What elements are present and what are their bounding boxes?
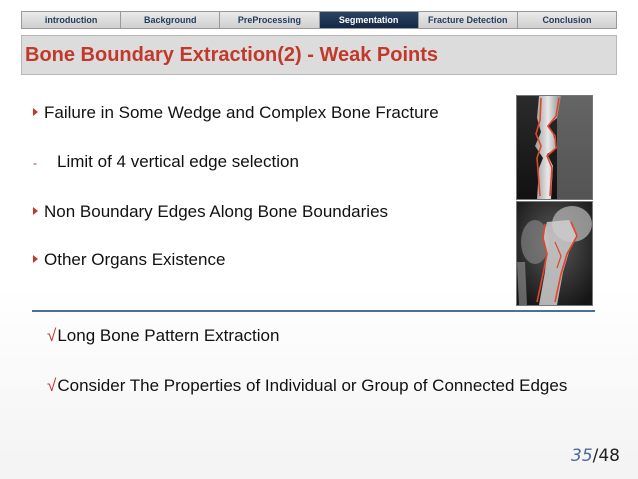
bullet-text: Other Organs Existence	[44, 250, 226, 269]
solution-text: Long Bone Pattern Extraction	[57, 326, 280, 345]
xray-femur-shaft-graphic	[517, 96, 592, 199]
bullet-text: Limit of 4 vertical edge selection	[57, 152, 299, 171]
slide-title-bar	[21, 35, 617, 75]
checkmark-icon: √	[47, 326, 57, 345]
bullet-item	[33, 103, 439, 123]
section-divider	[32, 310, 595, 312]
section-nav	[21, 11, 617, 29]
tab-fracture-detection[interactable]: Fracture Detection	[419, 12, 518, 28]
bullet-item	[33, 250, 225, 270]
bullet-text: Failure in Some Wedge and Complex Bone Fracture	[44, 103, 439, 122]
tab-segmentation[interactable]: Segmentation	[320, 12, 419, 28]
bullet-item	[33, 202, 388, 222]
checkmark-icon: √	[47, 376, 57, 395]
xray-image-femur-shaft	[516, 95, 593, 200]
xray-hip-graphic	[517, 202, 592, 305]
dash-bullet-icon: -	[33, 156, 37, 170]
tab-introduction[interactable]: introduction	[22, 12, 121, 28]
solution-item	[47, 324, 587, 347]
solution-text: Consider The Properties of Individual or Group of Connected Edges	[57, 376, 568, 395]
page-current: 35	[571, 446, 593, 466]
solution-item	[47, 374, 577, 397]
tab-preprocessing[interactable]: PreProcessing	[220, 12, 319, 28]
bullet-text: Non Boundary Edges Along Bone Boundaries	[44, 202, 389, 221]
bullet-item	[33, 152, 299, 172]
tab-conclusion[interactable]: Conclusion	[518, 12, 616, 28]
triangle-bullet-icon	[33, 207, 38, 215]
triangle-bullet-icon	[33, 108, 38, 116]
page-number	[571, 446, 620, 466]
slide-title: Bone Boundary Extraction(2) - Weak Points	[25, 43, 439, 66]
triangle-bullet-icon	[33, 255, 38, 263]
xray-image-hip	[516, 201, 593, 306]
page-total: /48	[592, 446, 620, 466]
tab-background[interactable]: Background	[121, 12, 220, 28]
